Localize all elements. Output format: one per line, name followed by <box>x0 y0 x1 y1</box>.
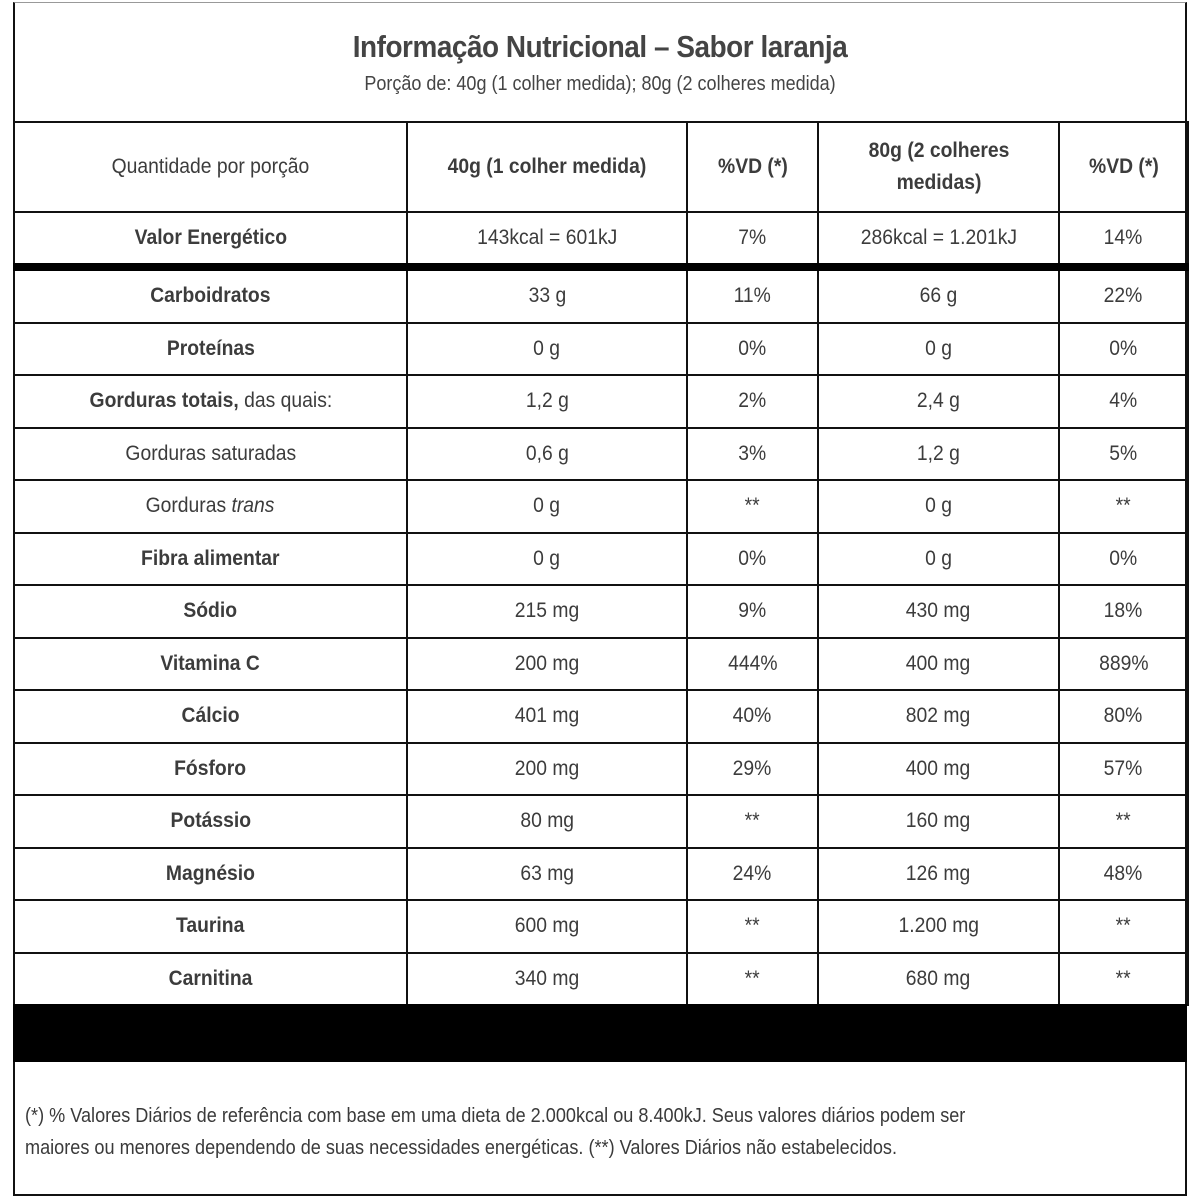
vd-80g: 14% <box>1059 212 1188 267</box>
table-row <box>14 267 1188 323</box>
value-40g: 143kcal = 601kJ <box>407 212 687 267</box>
vd-80g: 889% <box>1059 638 1188 691</box>
nutrient-label: Fibra alimentar <box>14 533 407 586</box>
vd-40g: 0% <box>687 323 818 376</box>
footnote-line-1: (*) % Valores Diários de referência com base em uma dieta de 2.000kcal ou 8.400kJ. Seus valores diários podem ser <box>25 1105 966 1127</box>
value-40g: 215 mg <box>407 585 687 638</box>
value-40g: 33 g <box>407 267 687 323</box>
vd-40g: 7% <box>687 212 818 267</box>
value-40g: 200 mg <box>407 638 687 691</box>
vd-40g: ** <box>687 900 818 953</box>
table-row <box>14 900 1188 953</box>
vd-40g: ** <box>687 953 818 1006</box>
vd-80g: 4% <box>1059 375 1188 428</box>
vd-80g: 57% <box>1059 743 1188 796</box>
column-header-quantity: Quantidade por porção <box>14 122 407 212</box>
nutrient-label: Cálcio <box>14 690 407 743</box>
black-divider-band <box>13 1004 1187 1062</box>
vd-80g: ** <box>1059 480 1188 533</box>
value-40g: 63 mg <box>407 848 687 901</box>
nutrient-label: Gorduras trans <box>14 480 407 533</box>
table-row <box>14 953 1188 1006</box>
vd-80g: 18% <box>1059 585 1188 638</box>
serving-size-subtitle: Porção de: 40g (1 colher medida); 80g (2 colheres medida) <box>364 73 836 95</box>
table-row <box>14 533 1188 586</box>
vd-40g: 9% <box>687 585 818 638</box>
value-80g: 160 mg <box>818 795 1059 848</box>
nutrient-label: Carnitina <box>14 953 407 1006</box>
value-80g: 1.200 mg <box>818 900 1059 953</box>
vd-40g: 29% <box>687 743 818 796</box>
value-80g: 0 g <box>818 323 1059 376</box>
table-row-energy <box>14 212 1188 267</box>
nutrient-label: Taurina <box>14 900 407 953</box>
table-row <box>14 743 1188 796</box>
value-80g: 286kcal = 1.201kJ <box>818 212 1059 267</box>
value-80g: 400 mg <box>818 743 1059 796</box>
vd-40g: 24% <box>687 848 818 901</box>
table-row <box>14 638 1188 691</box>
value-40g: 340 mg <box>407 953 687 1006</box>
column-header-80g: 80g (2 colheres medidas) <box>818 122 1059 212</box>
vd-80g: 48% <box>1059 848 1188 901</box>
nutrient-label: Carboidratos <box>14 267 407 323</box>
table-row <box>14 795 1188 848</box>
vd-40g: 40% <box>687 690 818 743</box>
title-block <box>15 3 1185 121</box>
vd-80g: ** <box>1059 795 1188 848</box>
table-row <box>14 323 1188 376</box>
value-80g: 430 mg <box>818 585 1059 638</box>
footnote-line-2: maiores ou menores dependendo de suas necessidades energéticas. (**) Valores Diários não estabelecidos. <box>25 1137 898 1159</box>
value-80g: 126 mg <box>818 848 1059 901</box>
value-40g: 200 mg <box>407 743 687 796</box>
nutrition-facts-panel <box>13 2 1187 1196</box>
nutrient-label: Magnésio <box>14 848 407 901</box>
table-row <box>14 848 1188 901</box>
vd-80g: ** <box>1059 900 1188 953</box>
vd-80g: ** <box>1059 953 1188 1006</box>
table-row <box>14 480 1188 533</box>
vd-40g: ** <box>687 480 818 533</box>
vd-40g: ** <box>687 795 818 848</box>
nutrient-label: Valor Energético <box>14 212 407 267</box>
value-80g: 802 mg <box>818 690 1059 743</box>
vd-40g: 11% <box>687 267 818 323</box>
nutrient-label: Proteínas <box>14 323 407 376</box>
value-80g: 0 g <box>818 533 1059 586</box>
table-row <box>14 690 1188 743</box>
value-80g: 66 g <box>818 267 1059 323</box>
value-40g: 0,6 g <box>407 428 687 481</box>
vd-40g: 444% <box>687 638 818 691</box>
value-40g: 0 g <box>407 480 687 533</box>
column-header-vd-40g: %VD (*) <box>687 122 818 212</box>
table-row <box>14 585 1188 638</box>
table-header-row <box>14 122 1188 212</box>
vd-80g: 5% <box>1059 428 1188 481</box>
value-80g: 400 mg <box>818 638 1059 691</box>
value-40g: 0 g <box>407 533 687 586</box>
nutrition-table <box>13 121 1189 1006</box>
value-40g: 0 g <box>407 323 687 376</box>
table-row <box>14 375 1188 428</box>
value-80g: 2,4 g <box>818 375 1059 428</box>
vd-40g: 2% <box>687 375 818 428</box>
value-80g: 0 g <box>818 480 1059 533</box>
column-header-40g: 40g (1 colher medida) <box>407 122 687 212</box>
nutrient-label: Vitamina C <box>14 638 407 691</box>
value-40g: 80 mg <box>407 795 687 848</box>
vd-80g: 0% <box>1059 533 1188 586</box>
nutrient-label: Gorduras totais, das quais: <box>14 375 407 428</box>
page-title: Informação Nutricional – Sabor laranja <box>352 29 848 64</box>
nutrient-label: Fósforo <box>14 743 407 796</box>
vd-80g: 0% <box>1059 323 1188 376</box>
table-row <box>14 428 1188 481</box>
value-40g: 1,2 g <box>407 375 687 428</box>
footnote <box>25 1100 1185 1164</box>
nutrient-label: Potássio <box>14 795 407 848</box>
value-80g: 680 mg <box>818 953 1059 1006</box>
vd-80g: 22% <box>1059 267 1188 323</box>
vd-40g: 0% <box>687 533 818 586</box>
value-40g: 401 mg <box>407 690 687 743</box>
nutrient-label: Sódio <box>14 585 407 638</box>
nutrient-label: Gorduras saturadas <box>14 428 407 481</box>
value-40g: 600 mg <box>407 900 687 953</box>
value-80g: 1,2 g <box>818 428 1059 481</box>
vd-80g: 80% <box>1059 690 1188 743</box>
vd-40g: 3% <box>687 428 818 481</box>
column-header-vd-80g: %VD (*) <box>1059 122 1188 212</box>
